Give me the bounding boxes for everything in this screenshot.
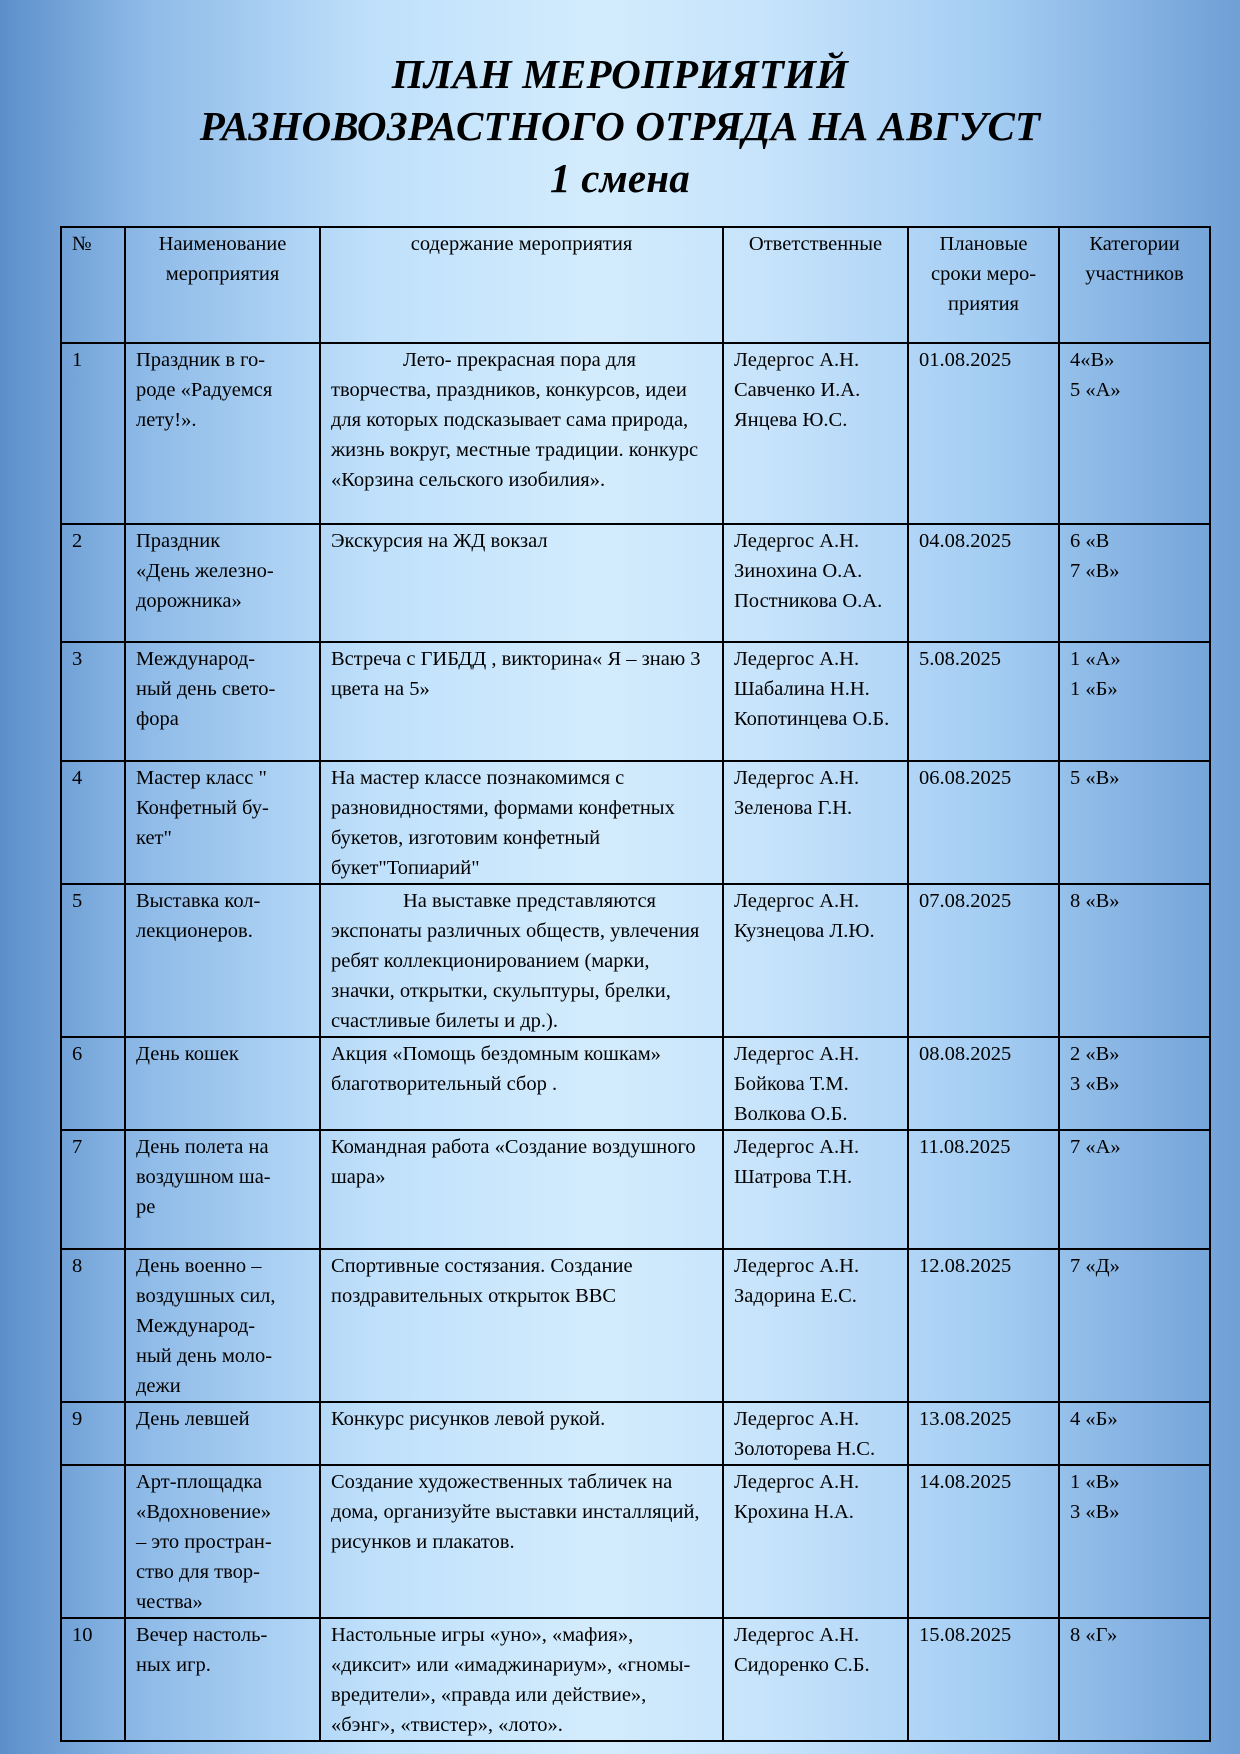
participant-class: 5 «В» xyxy=(1070,767,1120,789)
cell-name: Выставка кол- лекционеров. xyxy=(125,884,320,1037)
responsible-person: Ледергос А.Н. xyxy=(734,890,860,912)
cell-name: День левшей xyxy=(125,1402,320,1465)
cell-participants xyxy=(1059,761,1210,884)
responsible-person: Зеленова Г.Н. xyxy=(734,797,853,819)
title-line-2: РАЗНОВОЗРАСТНОГО ОТРЯДА НА АВГУСТ xyxy=(199,103,1041,149)
header-content: содержание мероприятия xyxy=(320,227,723,343)
participant-class: 8 «В» xyxy=(1070,890,1120,912)
cell-num: 3 xyxy=(61,642,125,761)
cell-content: Лето- прекрасная пора для творчества, праздников, конкурсов, идеи для которых подсказывает сама природа, жизнь вокруг, местные традиции. конкурс «Корзина сельского изобилия». xyxy=(320,343,723,524)
responsible-person: Сидоренко С.Б. xyxy=(734,1654,870,1676)
cell-num: 8 xyxy=(61,1249,125,1402)
header-participants: Категории участников xyxy=(1059,227,1210,343)
participant-class: 7 «А» xyxy=(1070,1136,1121,1158)
responsible-person: Савченко И.А. xyxy=(734,379,861,401)
cell-participants xyxy=(1059,1249,1210,1402)
page-title xyxy=(0,48,1240,204)
cell-name: День кошек xyxy=(125,1037,320,1130)
cell-name: Международ- ный день свето- фора xyxy=(125,642,320,761)
cell-participants xyxy=(1059,524,1210,642)
participant-class: 3 «В» xyxy=(1070,1501,1120,1523)
header-num: № xyxy=(61,227,125,343)
table-row xyxy=(61,642,1210,761)
responsible-person: Копотинцева О.Б. xyxy=(734,708,890,730)
responsible-person: Задорина Е.С. xyxy=(734,1285,857,1307)
cell-responsible xyxy=(723,1037,908,1130)
responsible-person: Ледергос А.Н. xyxy=(734,1408,860,1430)
cell-date: 5.08.2025 xyxy=(908,642,1059,761)
cell-date: 08.08.2025 xyxy=(908,1037,1059,1130)
cell-responsible xyxy=(723,343,908,524)
cell-name: День военно – воздушных сил, Международ- ный день моло- дежи xyxy=(125,1249,320,1402)
responsible-person: Ледергос А.Н. xyxy=(734,1624,860,1646)
cell-date: 07.08.2025 xyxy=(908,884,1059,1037)
responsible-person: Ледергос А.Н. xyxy=(734,349,860,371)
table-row xyxy=(61,1249,1210,1402)
cell-responsible xyxy=(723,1249,908,1402)
table-row xyxy=(61,1037,1210,1130)
title-line-3: 1 смена xyxy=(550,155,690,201)
table-header-row xyxy=(61,227,1210,343)
participant-class: 3 «В» xyxy=(1070,1073,1120,1095)
participant-class: 1 «Б» xyxy=(1070,678,1118,700)
participant-class: 4 «Б» xyxy=(1070,1408,1118,1430)
responsible-person: Волкова О.Б. xyxy=(734,1103,848,1125)
cell-content: Акция «Помощь бездомным кошкам» благотворительный сбор . xyxy=(320,1037,723,1130)
cell-responsible xyxy=(723,1465,908,1618)
cell-content: Командная работа «Создание воздушного шара» xyxy=(320,1130,723,1249)
cell-content: Встреча с ГИБДД , викторина« Я – знаю 3 цвета на 5» xyxy=(320,642,723,761)
table-row xyxy=(61,761,1210,884)
responsible-person: Ледергос А.Н. xyxy=(734,1136,860,1158)
participant-class: 4«В» xyxy=(1070,349,1115,371)
cell-name: Праздник в го- роде «Радуемся лету!». xyxy=(125,343,320,524)
cell-date: 13.08.2025 xyxy=(908,1402,1059,1465)
cell-num: 4 xyxy=(61,761,125,884)
cell-date: 06.08.2025 xyxy=(908,761,1059,884)
cell-participants xyxy=(1059,1037,1210,1130)
title-line-1: ПЛАН МЕРОПРИЯТИЙ xyxy=(391,51,849,97)
cell-responsible xyxy=(723,1402,908,1465)
cell-date: 14.08.2025 xyxy=(908,1465,1059,1618)
cell-content: Настольные игры «уно», «мафия», «диксит» или «имаджинариум», «гномы-вредители», «правда или действие», «бэнг», «твистер», «лото». xyxy=(320,1618,723,1741)
cell-name: День полета на воздушном ша- ре xyxy=(125,1130,320,1249)
responsible-person: Ледергос А.Н. xyxy=(734,1255,860,1277)
cell-responsible xyxy=(723,524,908,642)
participant-class: 7 «Д» xyxy=(1070,1255,1120,1277)
participant-class: 6 «В xyxy=(1070,530,1110,552)
cell-responsible xyxy=(723,1130,908,1249)
cell-participants xyxy=(1059,1618,1210,1741)
cell-participants xyxy=(1059,1402,1210,1465)
responsible-person: Шабалина Н.Н. xyxy=(734,678,870,700)
table-row xyxy=(61,1465,1210,1618)
participant-class: 1 «А» xyxy=(1070,648,1121,670)
cell-num: 9 xyxy=(61,1402,125,1465)
cell-participants xyxy=(1059,343,1210,524)
participant-class: 8 «Г» xyxy=(1070,1624,1118,1646)
table-row xyxy=(61,1130,1210,1249)
header-name: Наименование мероприятия xyxy=(125,227,320,343)
responsible-person: Зинохина О.А. xyxy=(734,560,863,582)
cell-content: На выставке представляются экспонаты различных обществ, увлечения ребят коллекционированием (марки, значки, открытки, скульптуры, брелки, счастливые билеты и др.). xyxy=(320,884,723,1037)
responsible-person: Ледергос А.Н. xyxy=(734,767,860,789)
header-responsible: Ответственные xyxy=(723,227,908,343)
responsible-person: Постникова О.А. xyxy=(734,590,883,612)
responsible-person: Шатрова Т.Н. xyxy=(734,1166,853,1188)
cell-num: 2 xyxy=(61,524,125,642)
participant-class: 7 «В» xyxy=(1070,560,1120,582)
cell-responsible xyxy=(723,884,908,1037)
cell-num: 7 xyxy=(61,1130,125,1249)
responsible-person: Бойкова Т.М. xyxy=(734,1073,849,1095)
table-row xyxy=(61,524,1210,642)
table-row xyxy=(61,1618,1210,1741)
cell-date: 01.08.2025 xyxy=(908,343,1059,524)
cell-participants xyxy=(1059,884,1210,1037)
cell-date: 11.08.2025 xyxy=(908,1130,1059,1249)
participant-class: 2 «В» xyxy=(1070,1043,1120,1065)
responsible-person: Крохина Н.А. xyxy=(734,1501,854,1523)
cell-num: 1 xyxy=(61,343,125,524)
responsible-person: Ледергос А.Н. xyxy=(734,648,860,670)
cell-responsible xyxy=(723,642,908,761)
cell-num: 6 xyxy=(61,1037,125,1130)
table-row xyxy=(61,343,1210,524)
cell-content: Конкурс рисунков левой рукой. xyxy=(320,1402,723,1465)
events-plan-table xyxy=(60,226,1211,1742)
responsible-person: Золоторева Н.С. xyxy=(734,1438,876,1460)
cell-participants xyxy=(1059,1130,1210,1249)
responsible-person: Ледергос А.Н. xyxy=(734,1471,860,1493)
cell-content: Спортивные состязания. Создание поздравительных открыток ВВС xyxy=(320,1249,723,1402)
cell-date: 15.08.2025 xyxy=(908,1618,1059,1741)
cell-date: 12.08.2025 xyxy=(908,1249,1059,1402)
table-row xyxy=(61,884,1210,1037)
cell-name: Вечер настоль- ных игр. xyxy=(125,1618,320,1741)
cell-participants xyxy=(1059,642,1210,761)
cell-name: Мастер класс " Конфетный бу- кет" xyxy=(125,761,320,884)
responsible-person: Ледергос А.Н. xyxy=(734,1043,860,1065)
cell-content: На мастер классе познакомимся с разновидностями, формами конфетных букетов, изготовим конфетный букет"Топиарий" xyxy=(320,761,723,884)
responsible-person: Кузнецова Л.Ю. xyxy=(734,920,875,942)
cell-responsible xyxy=(723,1618,908,1741)
participant-class: 1 «В» xyxy=(1070,1471,1120,1493)
cell-content: Создание художественных табличек на дома, организуйте выставки инсталляций, рисунков и плакатов. xyxy=(320,1465,723,1618)
table-row xyxy=(61,1402,1210,1465)
cell-num: 10 xyxy=(61,1618,125,1741)
header-dates: Плановые сроки меро- приятия xyxy=(908,227,1059,343)
cell-content: Экскурсия на ЖД вокзал xyxy=(320,524,723,642)
cell-name: Праздник «День железно- дорожника» xyxy=(125,524,320,642)
responsible-person: Ледергос А.Н. xyxy=(734,530,860,552)
cell-responsible xyxy=(723,761,908,884)
participant-class: 5 «А» xyxy=(1070,379,1121,401)
responsible-person: Янцева Ю.С. xyxy=(734,409,848,431)
cell-name: Арт-площадка «Вдохновение» – это простран- ство для твор- чества» xyxy=(125,1465,320,1618)
cell-date: 04.08.2025 xyxy=(908,524,1059,642)
cell-participants xyxy=(1059,1465,1210,1618)
cell-num xyxy=(61,1465,125,1618)
cell-num: 5 xyxy=(61,884,125,1037)
